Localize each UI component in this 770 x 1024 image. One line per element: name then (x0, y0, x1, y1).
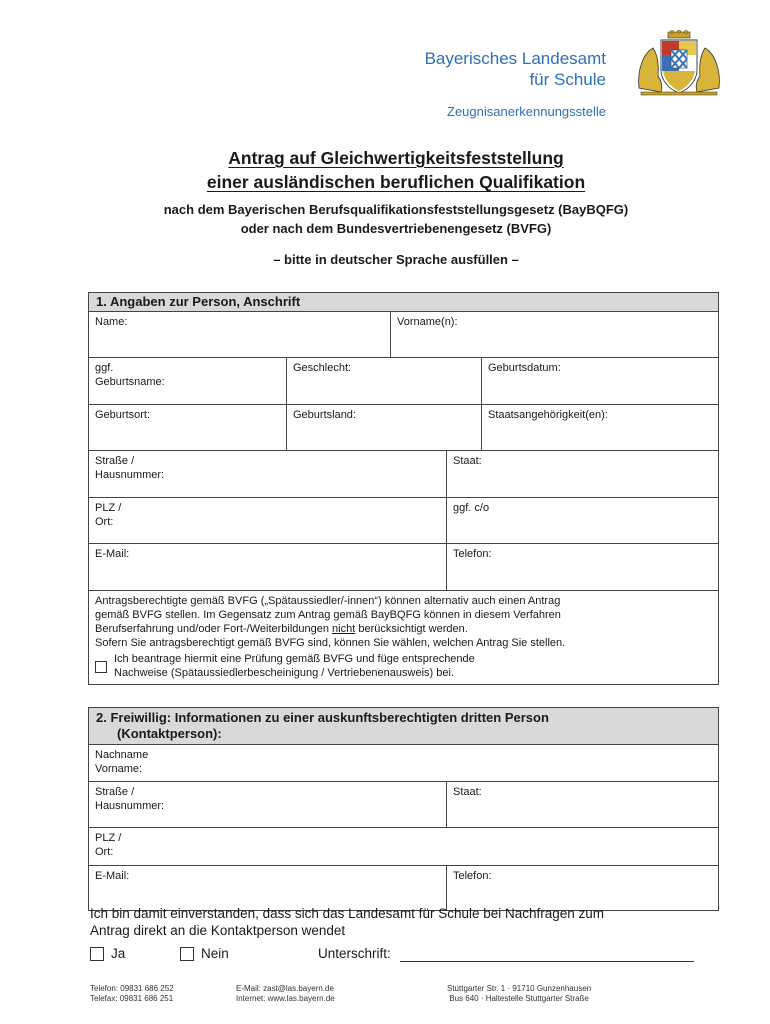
contact-plz-label-line2: Ort: (95, 846, 114, 858)
staat-field[interactable] (447, 451, 718, 497)
contact-telefon-label: Telefon: (453, 870, 492, 882)
strasse-label-line1: Straße / (95, 455, 135, 467)
form-subtitle-line2: oder nach dem Bundesvertriebenengesetz (BVFG) (240, 221, 552, 236)
section2-heading-line1: 2. Freiwillig: Informationen zu einer auskunftsberechtigten dritten Person (96, 710, 549, 725)
bvfg-note-line3-part3: berücksichtigt werden. (355, 623, 468, 635)
row-contact (89, 544, 718, 591)
row-bvfg-note (89, 591, 718, 684)
geburtsname-field[interactable] (89, 358, 287, 404)
consent-choices (90, 946, 710, 964)
contact-nachname-label: Nachname (95, 749, 149, 761)
contact-vorname-label: Vorname: (95, 763, 143, 775)
bvfg-checkbox-label-line2: Nachweise (Spätaussiedlerbescheinigung / Vertriebenenausweis) bei. (114, 667, 454, 679)
authority-block (425, 48, 606, 119)
contact-telefon-field[interactable] (447, 866, 718, 910)
co-label: ggf. c/o (453, 502, 490, 514)
contact-staat-label: Staat: (453, 786, 482, 798)
footer-telefon: Telefon: 09831 686 252 (90, 984, 174, 993)
section-contact-person (88, 707, 719, 911)
plz-label-line1: PLZ / (95, 502, 122, 514)
consent-text-line2: Antrag direkt an die Kontaktperson wendet (90, 923, 346, 938)
contact-plz-label-line1: PLZ / (95, 832, 122, 844)
geschlecht-field[interactable] (287, 358, 482, 404)
contact-name-field[interactable] (89, 745, 718, 781)
staat-label: Staat: (453, 455, 482, 467)
signature-label-wrap (318, 946, 391, 961)
form-title-line2: einer ausländischen beruflichen Qualifikation (206, 172, 586, 192)
bvfg-checkbox-label-line1: Ich beantrage hiermit eine Prüfung gemäß BVFG und füge entsprechende (114, 653, 475, 665)
telefon-field[interactable] (447, 544, 718, 590)
geburtsort-field[interactable] (89, 405, 287, 450)
ja-label: Ja (111, 946, 126, 961)
row-postal (89, 498, 718, 544)
language-instruction: – bitte in deutscher Sprache ausfüllen – (273, 252, 519, 267)
row-birth-details (89, 358, 718, 405)
email-field[interactable] (89, 544, 447, 590)
telefon-label: Telefon: (453, 548, 492, 560)
contact-email-label: E-Mail: (95, 870, 130, 882)
footer-online-block (236, 984, 335, 1004)
bavarian-coat-of-arms-icon (633, 30, 725, 96)
nein-label: Nein (201, 946, 229, 961)
section2-heading-line2: (Kontaktperson): (117, 726, 222, 741)
bvfg-checkbox-label (114, 652, 475, 680)
contact-strasse-field[interactable] (89, 782, 447, 827)
contact-staat-field[interactable] (447, 782, 718, 827)
geschlecht-label: Geschlecht: (293, 362, 352, 374)
signature-line[interactable] (400, 961, 694, 962)
form-title-line1: Antrag auf Gleichwertigkeitsfeststellung (228, 148, 564, 168)
row-street (89, 451, 718, 498)
ja-checkbox[interactable] (90, 947, 104, 961)
contact-plz-ort-field[interactable] (89, 828, 718, 865)
row-name (89, 312, 718, 358)
bvfg-note-line2: gemäß BVFG stellen. Im Gegensatz zum Antrag gemäß BayBQFG können in diesem Verfahren (95, 609, 561, 621)
row-contact-name (89, 745, 718, 782)
form-subtitle-line1: nach dem Bayerischen Berufsqualifikationsfeststellungsgesetz (BayBQFG) (163, 202, 629, 217)
consent-ja-option[interactable] (90, 946, 125, 961)
consent-nein-option[interactable] (180, 946, 229, 961)
footer-phone-block (90, 984, 174, 1004)
nein-checkbox[interactable] (180, 947, 194, 961)
footer-address: Stuttgarter Str. 1 · 91710 Gunzenhausen (447, 984, 592, 993)
plz-label-line2: Ort: (95, 516, 114, 528)
bvfg-note-line3-part1: Berufserfahrung und/oder Fort-/Weiterbildungen (95, 623, 333, 635)
staatsangehoerigkeit-label: Staatsangehörigkeit(en): (488, 409, 608, 421)
footer-address-block (447, 984, 591, 1004)
signature-label: Unterschrift: (318, 946, 391, 961)
geburtsdatum-field[interactable] (482, 358, 718, 404)
bvfg-note-line3-emphasis: nicht (332, 623, 356, 635)
section1-heading: 1. Angaben zur Person, Anschrift (89, 293, 718, 312)
row-birthplace (89, 405, 718, 451)
contact-strasse-label-line1: Straße / (95, 786, 135, 798)
department-name: Zeugnisanerkennungsstelle (447, 104, 606, 119)
geburtsname-label-line1: ggf. (95, 362, 114, 374)
row-contact-postal (89, 828, 718, 866)
consent-text-line1: Ich bin damit einverstanden, dass sich das Landesamt für Schule bei Nachfragen zum (90, 906, 605, 921)
authority-name-line2: für Schule (529, 70, 606, 89)
strasse-field[interactable] (89, 451, 447, 497)
staatsangehoerigkeit-field[interactable] (482, 405, 718, 450)
bvfg-note-line1: Antragsberechtigte gemäß BVFG („Spätaussiedler/-innen“) können alternativ auch einen Antrag (95, 595, 561, 607)
contact-email-field[interactable] (89, 866, 447, 910)
footer-bus: Bus 640 · Haltestelle Stuttgarter Straße (449, 994, 589, 1003)
vorname-label: Vorname(n): (397, 316, 458, 328)
section2-heading (89, 708, 718, 745)
strasse-label-line2: Hausnummer: (95, 469, 165, 481)
bvfg-note (89, 591, 718, 684)
geburtsdatum-label: Geburtsdatum: (488, 362, 561, 374)
name-label: Name: (95, 316, 128, 328)
footer-internet: Internet: www.las.bayern.de (236, 994, 335, 1003)
form-title-block (0, 146, 770, 267)
bvfg-note-line4: Sofern Sie antragsberechtigt gemäß BVFG sind, können Sie wählen, welchen Antrag Sie stellen. (95, 637, 566, 649)
footer-email: E-Mail: zast@las.bayern.de (236, 984, 334, 993)
geburtsort-label: Geburtsort: (95, 409, 151, 421)
row-contact-street (89, 782, 718, 828)
bvfg-checkbox[interactable] (95, 661, 107, 673)
bvfg-note-line3 (95, 622, 712, 636)
row-contact-communication (89, 866, 718, 910)
footer-telefax: Telefax: 09831 686 251 (90, 994, 174, 1003)
authority-name-line1: Bayerisches Landesamt (424, 49, 606, 68)
vorname-field[interactable] (391, 312, 718, 357)
bvfg-checkbox-row (95, 652, 712, 680)
geburtsland-field[interactable] (287, 405, 482, 450)
geburtsname-label-line2: Geburtsname: (95, 376, 165, 388)
section-personal-data (88, 292, 719, 685)
email-label: E-Mail: (95, 548, 130, 560)
co-field[interactable] (447, 498, 718, 543)
plz-ort-field[interactable] (89, 498, 447, 543)
consent-text (90, 905, 710, 939)
name-field[interactable] (89, 312, 391, 357)
contact-strasse-label-line2: Hausnummer: (95, 800, 165, 812)
geburtsland-label: Geburtsland: (293, 409, 356, 421)
